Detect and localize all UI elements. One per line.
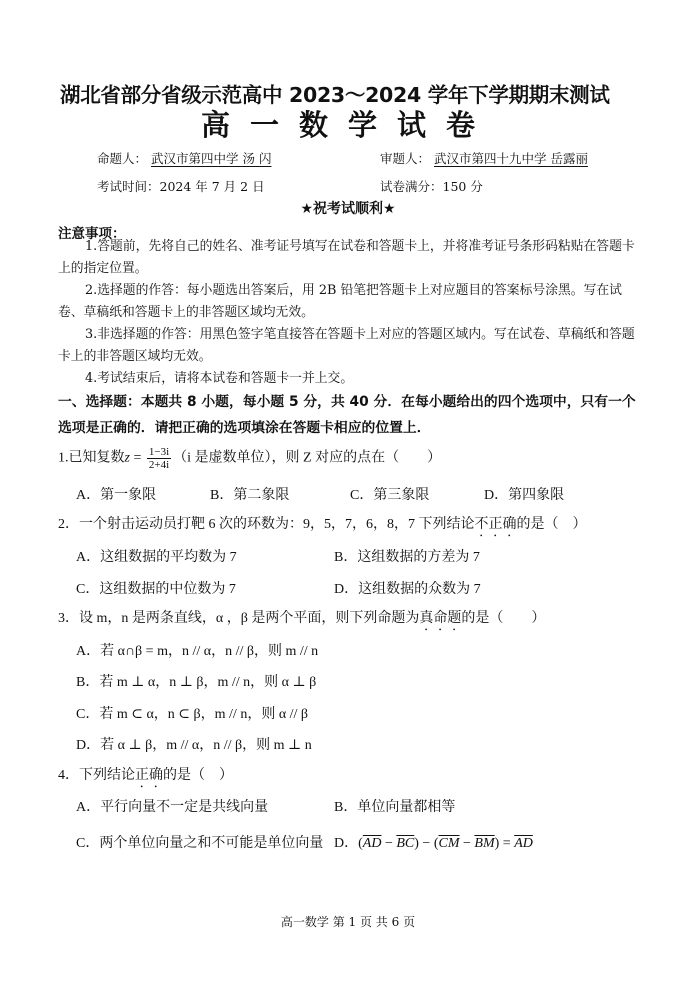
question-4 bbox=[58, 764, 233, 791]
q1-z: z bbox=[124, 450, 130, 466]
page-footer: 高一数学 第 1 页 共 6 页 bbox=[280, 915, 416, 929]
q3-stem-a: 3．设 m，n 是两条直线，α ，β 是两个平面，则下列命题为 bbox=[58, 611, 420, 626]
reviewer-row bbox=[380, 149, 588, 167]
notes-heading: 注意事项： bbox=[58, 226, 126, 242]
q1-numerator: 1−3i bbox=[148, 446, 170, 458]
q3-option-a: A．若 α∩β = m，n // α，n // β，则 m // n bbox=[76, 644, 319, 659]
note-item-4: 4.考试结束后，请将本试卷和答题卡一并上交。 bbox=[85, 371, 354, 386]
q2-option-b: B．这组数据的方差为 7 bbox=[334, 550, 480, 565]
q4-emphasis: 正确 bbox=[135, 768, 163, 783]
vector-bc: $\overline{BC}$ bbox=[396, 836, 415, 851]
note-item-1: 1.答题前，先将自己的姓名、准考证号填写在试卷和答题卡上，并将准考证号条形码粘贴在答题卡上的指定位置。 bbox=[58, 239, 635, 276]
q3-option-b: B．若 m ⊥ α，n ⊥ β，m // n，则 α ⊥ β bbox=[76, 675, 317, 690]
q1-prefix: 1.已知复数 bbox=[58, 450, 125, 466]
vector-cm: $\overline{CM}$ bbox=[438, 836, 460, 851]
setter-value: 武汉市第四中学 汤 闪 bbox=[151, 151, 272, 166]
vector-bm: $\overline{BM}$ bbox=[474, 836, 495, 851]
page-title: 高一数学试卷 bbox=[200, 108, 495, 142]
q1-option-a: A．第一象限 bbox=[76, 488, 157, 503]
q4-option-a: A．平行向量不一定是共线向量 bbox=[76, 800, 269, 815]
exam-time: 考试时间：2024 年 7 月 2 日 bbox=[97, 179, 265, 194]
setter-row bbox=[97, 149, 271, 167]
q4-stem-a: 4．下列结论 bbox=[58, 768, 135, 783]
vector-ad-result: $\overline{AD}$ bbox=[514, 836, 533, 851]
vector-ad: $\overline{AD}$ bbox=[362, 836, 382, 851]
q4-option-c: C．两个单位向量之和不可能是单位向量 bbox=[76, 836, 324, 851]
q1-option-d: D．第四象限 bbox=[484, 488, 565, 503]
q1-fraction bbox=[147, 446, 171, 471]
full-score: 试卷满分：150 分 bbox=[380, 179, 483, 194]
q3-emphasis: 真命题 bbox=[419, 611, 462, 626]
question-3 bbox=[58, 607, 545, 634]
q1-suffix: （i 是虚数单位），则 Z 对应的点在（ ） bbox=[173, 450, 442, 466]
q2-option-a: A．这组数据的平均数为 7 bbox=[76, 550, 237, 565]
q4-option-d: D．$(\overline{AD} - \overline{BC}) - (\overline{CM} - \overline{BM}) = \overline{AD}$ bbox=[334, 836, 533, 851]
q1-denominator: 2+4i bbox=[148, 459, 170, 471]
reviewer-value: 武汉市第四十九中学 岳露丽 bbox=[434, 151, 588, 166]
q2-emphasis: 不正确 bbox=[474, 517, 517, 532]
note-item-2: 2.选择题的作答：每小题选出答案后，用 2B 铅笔把答题卡上对应题目的答案标号涂黑。写在试卷、草稿纸和答题卡上的非答题区域均无效。 bbox=[58, 283, 622, 320]
q1-eq: = bbox=[129, 450, 145, 466]
q4-stem-b: 的是（ ） bbox=[163, 768, 233, 783]
question-1 bbox=[58, 446, 441, 471]
note-item-3: 3.非选择题的作答：用黑色签字笔直接答在答题卡上对应的答题区域内。写在试卷、草稿纸和答题卡上的非答题区域均无效。 bbox=[58, 327, 635, 364]
section-heading: 一、选择题：本题共 8 小题，每小题 5 分，共 40 分．在每小题给出的四个选项中，只有一个选项是正确的．请把正确的选项填涂在答题卡相应的位置上． bbox=[58, 394, 636, 436]
q4-option-b: B．单位向量都相等 bbox=[334, 800, 456, 815]
q1-option-b: B．第二象限 bbox=[210, 488, 290, 503]
q2-stem-b: 的是（ ） bbox=[516, 517, 587, 532]
reviewer-label: 审题人： bbox=[380, 151, 431, 166]
q2-stem-a: 2．一个射击运动员打靶 6 次的环数为：9，5，7，6，8，7 下列结论 bbox=[58, 517, 475, 532]
q1-option-c: C．第三象限 bbox=[350, 488, 430, 503]
question-2 bbox=[58, 513, 587, 540]
q3-stem-b: 的是（ ） bbox=[461, 611, 546, 626]
q3-option-d: D．若 α ⊥ β，m // α，n // β，则 m ⊥ n bbox=[76, 738, 312, 753]
setter-label: 命题人： bbox=[97, 151, 148, 166]
q3-option-c: C．若 m ⊂ α，n ⊂ β，m // n，则 α // β bbox=[76, 707, 309, 722]
good-luck-banner: ★祝考试顺利★ bbox=[300, 201, 396, 217]
q4-d-label: D． bbox=[334, 836, 359, 851]
q2-option-c: C．这组数据的中位数为 7 bbox=[76, 582, 236, 597]
school-header: 湖北省部分省级示范高中 2023～2024 学年下学期期末测试 bbox=[60, 83, 610, 107]
q2-option-d: D．这组数据的众数为 7 bbox=[334, 582, 481, 597]
